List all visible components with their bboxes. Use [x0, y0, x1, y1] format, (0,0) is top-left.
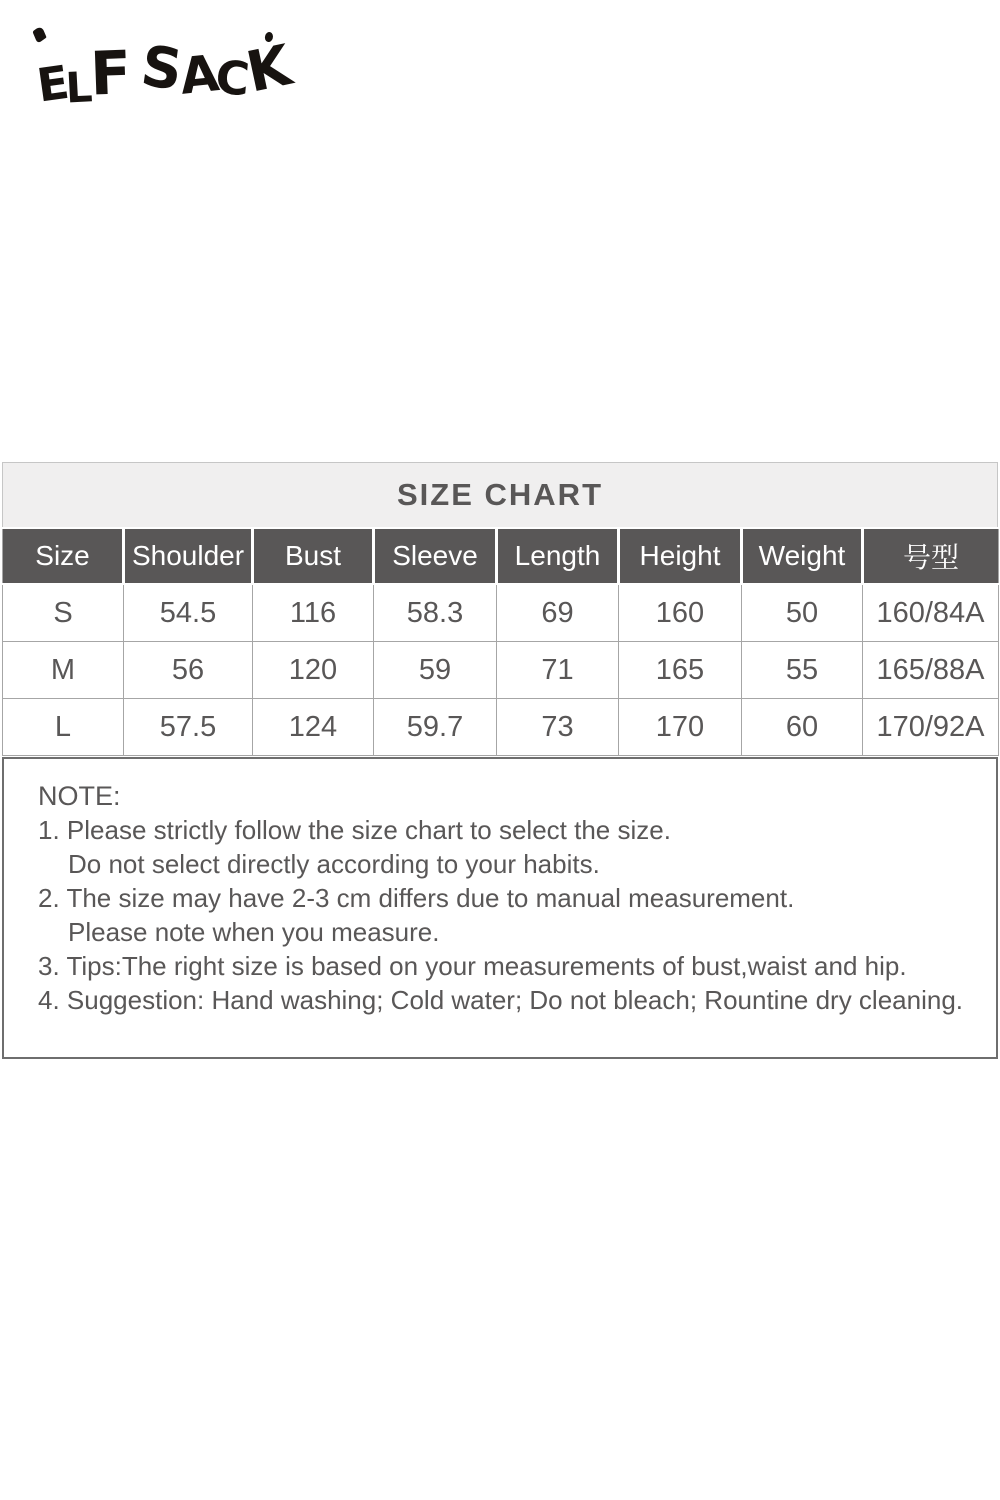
table-cell: M [3, 642, 124, 699]
note-line: Please note when you measure. [68, 917, 440, 947]
table-cell: 116 [253, 584, 374, 642]
column-header: Weight [742, 528, 863, 584]
size-table-header-row [3, 528, 999, 584]
column-header: Height [619, 528, 742, 584]
table-cell: 160/84A [863, 584, 999, 642]
note-heading: NOTE: [38, 781, 121, 811]
table-cell: 54.5 [124, 584, 253, 642]
column-header: Shoulder [124, 528, 253, 584]
table-cell: 71 [497, 642, 619, 699]
column-header: 号型 [863, 528, 999, 584]
table-cell: 160 [619, 584, 742, 642]
size-chart-section [2, 462, 998, 1059]
table-cell: 58.3 [374, 584, 497, 642]
table-cell: 59 [374, 642, 497, 699]
column-header: Size [3, 528, 124, 584]
column-header: Bust [253, 528, 374, 584]
column-header: Sleeve [374, 528, 497, 584]
logo-letter: L [64, 62, 93, 113]
table-cell: 120 [253, 642, 374, 699]
table-cell: 73 [497, 699, 619, 756]
table-cell: 59.7 [374, 699, 497, 756]
table-cell: S [3, 584, 124, 642]
note-line: 2. The size may have 2-3 cm differs due to manual measurement. [38, 883, 795, 913]
logo-word [137, 33, 296, 107]
size-chart-title: SIZE CHART [2, 462, 998, 527]
logo-letter: C [213, 49, 251, 107]
table-cell: 165/88A [863, 642, 999, 699]
table-cell: 60 [742, 699, 863, 756]
note-line: 1. Please strictly follow the size chart to select the size. [38, 815, 671, 845]
table-cell: 50 [742, 584, 863, 642]
logo-letter: K [241, 33, 296, 106]
table-cell: 69 [497, 584, 619, 642]
brand-logo [33, 33, 296, 113]
logo-word [33, 36, 131, 113]
note-box [2, 757, 998, 1059]
note-line: 4. Suggestion: Hand washing; Cold water; Do not bleach; Rountine dry cleaning. [38, 985, 964, 1015]
logo-letter: A [176, 44, 220, 106]
table-cell: 124 [253, 699, 374, 756]
table-cell: 56 [124, 642, 253, 699]
table-cell: 165 [619, 642, 742, 699]
table-cell: 170 [619, 699, 742, 756]
note-lines [38, 813, 968, 1017]
table-cell: 55 [742, 642, 863, 699]
table-row [3, 642, 999, 699]
size-table [2, 527, 999, 756]
note-line: Do not select directly according to your habits. [68, 849, 600, 879]
logo-letter: S [137, 33, 185, 104]
table-cell: 57.5 [124, 699, 253, 756]
table-cell: L [3, 699, 124, 756]
logo-letter: F [89, 38, 131, 110]
table-row [3, 584, 999, 642]
table-row [3, 699, 999, 756]
column-header: Length [497, 528, 619, 584]
logo-letter: E [33, 55, 71, 113]
table-cell: 170/92A [863, 699, 999, 756]
note-line: 3. Tips:The right size is based on your measurements of bust,waist and hip. [38, 951, 907, 981]
